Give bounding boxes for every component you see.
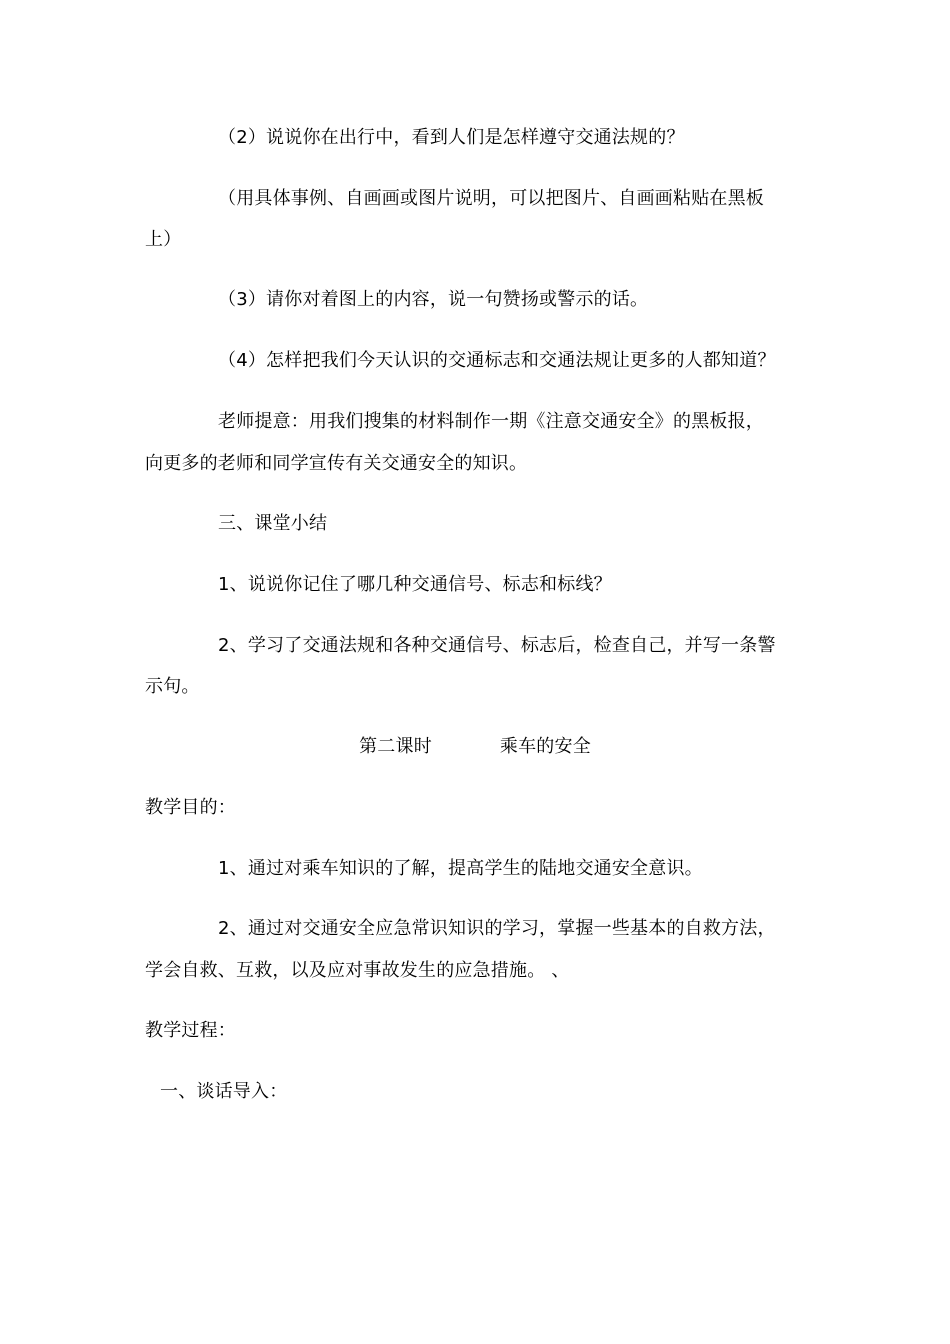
teaching-process-heading: 教学过程： bbox=[145, 1020, 236, 1041]
lesson-title-part-1: 第二课时 bbox=[359, 736, 432, 757]
lesson-title bbox=[0, 735, 950, 759]
section-summary-heading: 三、课堂小结 bbox=[218, 513, 328, 534]
lesson-title-part-2: 乘车的安全 bbox=[499, 736, 591, 757]
teacher-tip-line-1: 老师提意：用我们搜集的材料制作一期《注意交通安全》的黑板报， bbox=[218, 411, 764, 432]
teaching-goal-1: 1、通过对乘车知识的了解，提高学生的陆地交通安全意识。 bbox=[218, 858, 703, 879]
summary-item-2-line-2: 示句。 bbox=[145, 676, 200, 697]
question-2-line: （2）说说你在出行中，看到人们是怎样遵守交通法规的？ bbox=[218, 127, 685, 148]
summary-item-1: 1、说说你记住了哪几种交通信号、标志和标线？ bbox=[218, 574, 612, 595]
question-3-line: （3）请你对着图上的内容，说一句赞扬或警示的话。 bbox=[218, 289, 649, 310]
question-2-note-line-2: 上） bbox=[145, 229, 182, 250]
question-4-line: （4）怎样把我们今天认识的交通标志和交通法规让更多的人都知道？ bbox=[218, 350, 776, 371]
teaching-goal-2-line-1: 2、通过对交通安全应急常识知识的学习，掌握一些基本的自救方法， bbox=[218, 918, 776, 939]
question-2-note-line-1: （用具体事例、自画画或图片说明，可以把图片、自画画粘贴在黑板 bbox=[218, 188, 764, 209]
teacher-tip-line-2: 向更多的老师和同学宣传有关交通安全的知识。 bbox=[145, 453, 528, 474]
teaching-goal-2-line-2: 学会自救、互救，以及应对事故发生的应急措施。 、 bbox=[145, 960, 570, 981]
process-step-1-heading: 一、谈话导入： bbox=[160, 1081, 288, 1102]
summary-item-2-line-1: 2、学习了交通法规和各种交通信号、标志后，检查自己，并写一条警 bbox=[218, 635, 776, 656]
teaching-goals-heading: 教学目的： bbox=[145, 797, 236, 818]
